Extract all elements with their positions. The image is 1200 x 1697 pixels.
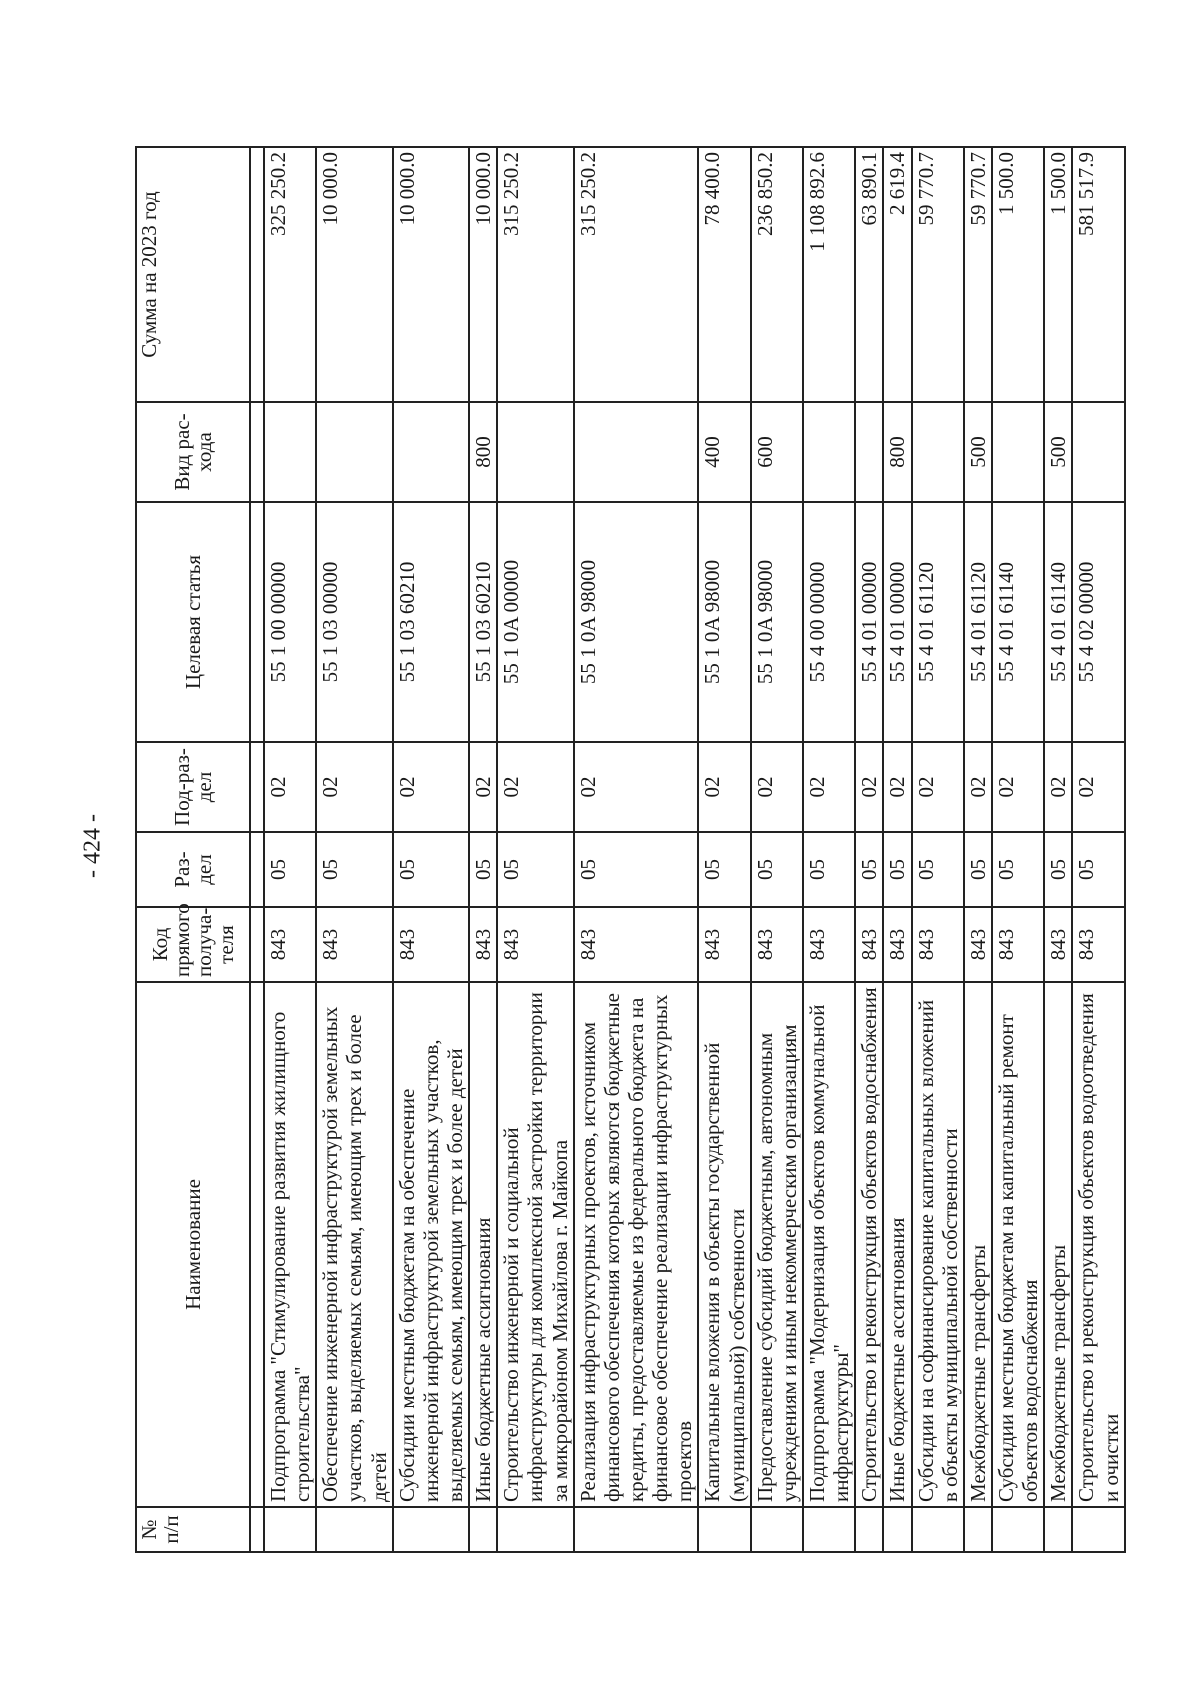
cell-sum: 78 400.0	[698, 147, 750, 402]
cell-expense-type	[1072, 402, 1124, 502]
cell-expense-type	[992, 402, 1044, 502]
cell-num	[497, 1507, 573, 1552]
cell-num	[574, 1507, 699, 1552]
cell-subsection: 02	[751, 742, 803, 832]
cell-section: 05	[264, 832, 316, 907]
rotated-table-container	[135, 148, 1123, 1553]
table-row	[855, 147, 883, 1552]
cell-expense-type: 800	[883, 402, 911, 502]
cell-subsection: 02	[883, 742, 911, 832]
cell-subsection: 02	[393, 742, 469, 832]
page-number: - 424 -	[79, 814, 106, 878]
cell-section: 05	[992, 832, 1044, 907]
header-sum: Сумма на 2023 год	[136, 147, 250, 402]
header-recipient: Код прямого получа-теля	[136, 907, 250, 982]
cell-recipient: 843	[992, 907, 1044, 982]
cell-expense-type	[316, 402, 392, 502]
cell-section: 05	[964, 832, 992, 907]
table-row	[469, 147, 497, 1552]
header-name: Наименование	[136, 982, 250, 1507]
cell-recipient: 843	[964, 907, 992, 982]
cell-target: 55 1 03 60210	[469, 502, 497, 742]
cell-sum: 315 250.2	[574, 147, 699, 402]
cell-name: Строительство и реконструкция объектов водоотведения и очистки	[1072, 982, 1124, 1507]
cell-section: 05	[912, 832, 964, 907]
cell-target: 55 1 0A 98000	[698, 502, 750, 742]
spacer-cell	[250, 147, 264, 402]
cell-sum: 1 500.0	[992, 147, 1044, 402]
cell-recipient: 843	[803, 907, 855, 982]
cell-recipient: 843	[1044, 907, 1072, 982]
cell-num	[992, 1507, 1044, 1552]
cell-subsection: 02	[316, 742, 392, 832]
cell-section: 05	[574, 832, 699, 907]
spacer-cell	[250, 982, 264, 1507]
cell-section: 05	[469, 832, 497, 907]
cell-subsection: 02	[912, 742, 964, 832]
cell-name: Подпрограмма "Стимулирование развития жилищного строительства"	[264, 982, 316, 1507]
cell-sum: 59 770.7	[964, 147, 992, 402]
cell-target: 55 1 0A 00000	[497, 502, 573, 742]
cell-sum: 10 000.0	[393, 147, 469, 402]
cell-num	[751, 1507, 803, 1552]
cell-subsection: 02	[574, 742, 699, 832]
cell-target: 55 4 01 00000	[855, 502, 883, 742]
cell-num	[883, 1507, 911, 1552]
cell-recipient: 843	[497, 907, 573, 982]
cell-section: 05	[883, 832, 911, 907]
table-row	[264, 147, 316, 1552]
cell-name: Строительство и реконструкция объектов водоснабжения	[855, 982, 883, 1507]
table-row	[698, 147, 750, 1552]
cell-subsection: 02	[803, 742, 855, 832]
cell-expense-type	[574, 402, 699, 502]
cell-name: Капитальные вложения в объекты государственной (муниципальной) собственности	[698, 982, 750, 1507]
cell-target: 55 1 03 60210	[393, 502, 469, 742]
cell-subsection: 02	[992, 742, 1044, 832]
cell-num	[964, 1507, 992, 1552]
cell-recipient: 843	[393, 907, 469, 982]
spacer-cell	[250, 1507, 264, 1552]
cell-recipient: 843	[912, 907, 964, 982]
cell-expense-type	[497, 402, 573, 502]
cell-target: 55 1 0A 98000	[751, 502, 803, 742]
cell-target: 55 4 00 00000	[803, 502, 855, 742]
cell-name: Межбюджетные трансферты	[964, 982, 992, 1507]
table-row	[803, 147, 855, 1552]
cell-subsection: 02	[469, 742, 497, 832]
cell-section: 05	[803, 832, 855, 907]
cell-target: 55 1 0A 98000	[574, 502, 699, 742]
cell-num	[698, 1507, 750, 1552]
cell-sum: 2 619.4	[883, 147, 911, 402]
cell-subsection: 02	[264, 742, 316, 832]
cell-section: 05	[1044, 832, 1072, 907]
cell-section: 05	[497, 832, 573, 907]
cell-name: Иные бюджетные ассигнования	[883, 982, 911, 1507]
table-row	[497, 147, 573, 1552]
cell-expense-type	[803, 402, 855, 502]
cell-num	[1072, 1507, 1124, 1552]
cell-num	[803, 1507, 855, 1552]
cell-num	[855, 1507, 883, 1552]
table-row	[1072, 147, 1124, 1552]
cell-sum: 236 850.2	[751, 147, 803, 402]
cell-expense-type: 600	[751, 402, 803, 502]
cell-name: Субсидии местным бюджетам на капитальный ремонт объектов водоснабжения	[992, 982, 1044, 1507]
cell-target: 55 4 01 00000	[883, 502, 911, 742]
cell-target: 55 4 01 61120	[912, 502, 964, 742]
cell-sum: 315 250.2	[497, 147, 573, 402]
cell-num	[469, 1507, 497, 1552]
cell-name: Межбюджетные трансферты	[1044, 982, 1072, 1507]
cell-recipient: 843	[883, 907, 911, 982]
cell-expense-type	[393, 402, 469, 502]
cell-name: Подпрограмма "Модернизация объектов коммунальной инфраструктуры"	[803, 982, 855, 1507]
cell-name: Предоставление субсидий бюджетным, автономным учреждениям и иным некоммерческим организациям	[751, 982, 803, 1507]
cell-subsection: 02	[855, 742, 883, 832]
cell-target: 55 1 03 00000	[316, 502, 392, 742]
cell-subsection: 02	[964, 742, 992, 832]
cell-recipient: 843	[751, 907, 803, 982]
cell-name: Реализация инфраструктурных проектов, источником финансового обеспечения которых являются бюджетные кредиты, предоставляемые из федерального бюджета на финансовое обеспечение реализации инфраструктурных проектов	[574, 982, 699, 1507]
cell-name: Субсидии на софинансирование капитальных вложений в объекты муниципальной собственности	[912, 982, 964, 1507]
cell-recipient: 843	[698, 907, 750, 982]
header-target: Целевая статья	[136, 502, 250, 742]
cell-expense-type: 800	[469, 402, 497, 502]
cell-sum: 10 000.0	[316, 147, 392, 402]
budget-table	[135, 146, 1126, 1553]
table-row	[1044, 147, 1072, 1552]
table-row	[751, 147, 803, 1552]
cell-name: Иные бюджетные ассигнования	[469, 982, 497, 1507]
header-num: № п/п	[136, 1507, 250, 1552]
table-row	[316, 147, 392, 1552]
table-row	[574, 147, 699, 1552]
spacer-cell	[250, 502, 264, 742]
cell-sum: 1 500.0	[1044, 147, 1072, 402]
table-row	[393, 147, 469, 1552]
cell-target: 55 4 01 61140	[992, 502, 1044, 742]
cell-target: 55 4 02 00000	[1072, 502, 1124, 742]
table-row	[964, 147, 992, 1552]
cell-num	[264, 1507, 316, 1552]
cell-subsection: 02	[497, 742, 573, 832]
cell-sum: 325 250.2	[264, 147, 316, 402]
cell-expense-type: 500	[964, 402, 992, 502]
cell-recipient: 843	[264, 907, 316, 982]
cell-name: Строительство инженерной и социальной инфраструктуры для комплексной застройки территории за микрорайоном Михайлова г. Майкопа	[497, 982, 573, 1507]
table-row	[883, 147, 911, 1552]
cell-target: 55 1 00 00000	[264, 502, 316, 742]
cell-expense-type	[264, 402, 316, 502]
cell-expense-type: 500	[1044, 402, 1072, 502]
cell-recipient: 843	[316, 907, 392, 982]
cell-sum: 63 890.1	[855, 147, 883, 402]
table-body	[264, 147, 1125, 1552]
cell-sum: 10 000.0	[469, 147, 497, 402]
cell-section: 05	[393, 832, 469, 907]
cell-name: Субсидии местным бюджетам на обеспечение инженерной инфраструктурой земельных участков, выделяемых семьям, имеющим трех и более детей	[393, 982, 469, 1507]
spacer-cell	[250, 832, 264, 907]
cell-recipient: 843	[855, 907, 883, 982]
spacer-cell	[250, 907, 264, 982]
header-spacer-row	[250, 147, 264, 1552]
cell-section: 05	[316, 832, 392, 907]
cell-sum: 581 517.9	[1072, 147, 1124, 402]
table-row	[992, 147, 1044, 1552]
cell-target: 55 4 01 61140	[1044, 502, 1072, 742]
cell-target: 55 4 01 61120	[964, 502, 992, 742]
header-subsection: Под-раз-дел	[136, 742, 250, 832]
table-header-row	[136, 147, 250, 1552]
cell-num	[393, 1507, 469, 1552]
cell-expense-type	[855, 402, 883, 502]
cell-num	[912, 1507, 964, 1552]
cell-num	[1044, 1507, 1072, 1552]
cell-section: 05	[1072, 832, 1124, 907]
cell-subsection: 02	[1072, 742, 1124, 832]
cell-subsection: 02	[1044, 742, 1072, 832]
cell-section: 05	[698, 832, 750, 907]
cell-recipient: 843	[469, 907, 497, 982]
spacer-cell	[250, 742, 264, 832]
table-row	[912, 147, 964, 1552]
cell-num	[316, 1507, 392, 1552]
cell-section: 05	[855, 832, 883, 907]
spacer-cell	[250, 402, 264, 502]
cell-expense-type: 400	[698, 402, 750, 502]
cell-expense-type	[912, 402, 964, 502]
cell-name: Обеспечение инженерной инфраструктурой земельных участков, выделяемых семьям, имеющим трех и более детей	[316, 982, 392, 1507]
cell-sum: 1 108 892.6	[803, 147, 855, 402]
header-section: Раз-дел	[136, 832, 250, 907]
cell-section: 05	[751, 832, 803, 907]
cell-subsection: 02	[698, 742, 750, 832]
cell-recipient: 843	[574, 907, 699, 982]
cell-sum: 59 770.7	[912, 147, 964, 402]
header-expense-type: Вид рас-хода	[136, 402, 250, 502]
cell-recipient: 843	[1072, 907, 1124, 982]
